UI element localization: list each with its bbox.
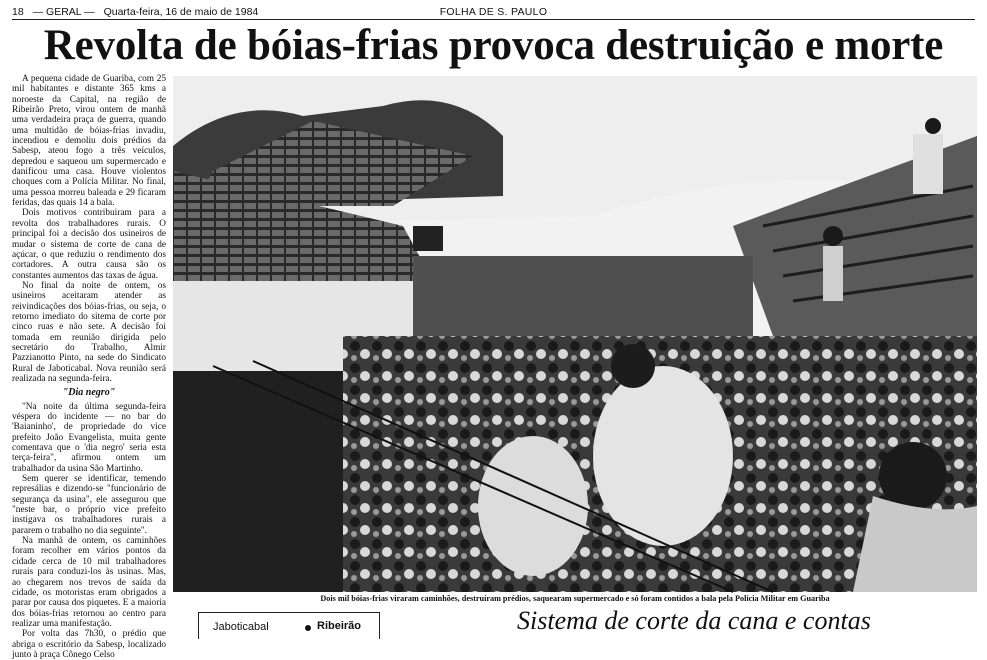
secondary-headline: Sistema de corte da cana e contas: [517, 606, 871, 635]
article-subhead: "Dia negro": [62, 387, 116, 399]
article-column: [12, 74, 166, 660]
map-city-marker: [305, 625, 311, 631]
article-paragraph: Por volta das 7h30, o prédio que abriga o escritório da Sabesp, localizado junto à praça Cônego Celso: [12, 629, 166, 660]
article-paragraph: Na manhã de ontem, os caminhões foram recolher em vários pontos da cidade cerca de 10 mil trabalhadores rurais para conduzi-los às usinas. Mas, ao chegarem nos trevos de saída da cidade, os motoristas eram obrigados a parar por causa dos piquetes. E a maioria dos bóias-frias retornou ao centro para realizar uma manifestação.: [12, 536, 166, 629]
issue-date: Quarta-feira, 16 de maio de 1984: [103, 6, 259, 18]
newspaper-name: FOLHA DE S. PAULO: [439, 6, 548, 18]
photo-caption: Dois mil bóias-frias viraram caminhões, destruíram prédios, saquearam supermercado e só foram contidos a bala pela Polícia Militar em Guariba: [320, 594, 830, 603]
article-paragraph: A pequena cidade de Guariba, com 25 mil habitantes e distante 365 kms a noroeste da Capital, na região de Ribeirão Preto, virou ontem de manhã uma verdadeira praça de guerra, quando uma multidão de bóias-frias invadiu, incendiou e demoliu dois prédios da Sabesp, ateou fogo a três veículos, depredou e saqueou um supermercado e danificou uma casa. Houve violentos choques com a Polícia Militar. No final, uma pessoa morreu baleada e 29 ficaram feridas, das quais 14 a bala.: [12, 74, 166, 209]
photo-illustration: [173, 76, 977, 592]
masthead: [12, 5, 975, 20]
garage-door: [173, 371, 353, 592]
page-number: 18: [12, 6, 24, 18]
map-label-jaboticabal: Jaboticabal: [213, 621, 269, 633]
main-headline: Revolta de bóias-frias provoca destruição e morte: [43, 22, 944, 69]
section-name: — GERAL —: [32, 6, 95, 18]
map-label-ribeirao: Ribeirão: [317, 620, 362, 632]
article-paragraph: No final da noite de ontem, os usineiros aceitaram atender as reivindicações dos bóias-frias, ou seja, o retorno imediato do sitema de corte por cinco ruas e não sete. A decisão foi tomada em reunião dirigida pelo secretário do Trabalho, Almir Pazzianotto Pinto, na sede do Sindicato Rural de Jaboticabal. Nova reunião será realizada na segunda-feira.: [12, 280, 166, 384]
article-paragraph: "Na noite da última segunda-feira véspera do incidente — no bar do 'Baianinho', de propriedade do vice prefeito João Evangelista, muita gente comentava que o 'dia negro' seria esta terça-feira", afirmou ontem um trabalhador da usina São Martinho.: [12, 401, 166, 474]
locator-map: [198, 612, 380, 639]
article-paragraph: Dois motivos contribuiram para a revolta dos trabalhadores rurais. O principal foi a decisão dos usineiros de mudar o sistema de corte de cana de açúcar, o que reduziu o rendimento dos cortadores. A outra causa são os constantes aumentos das taxas de água.: [12, 208, 166, 281]
news-photo: [173, 76, 977, 592]
article-paragraph: Sem querer se identificar, temendo represálias e dizendo-se "funcionário de segurança da usina", ele assegurou que "neste bar, o próprio vice prefeito instigava os trabalhadores rurais a pararem o trabalho no dia seguinte".: [12, 474, 166, 536]
